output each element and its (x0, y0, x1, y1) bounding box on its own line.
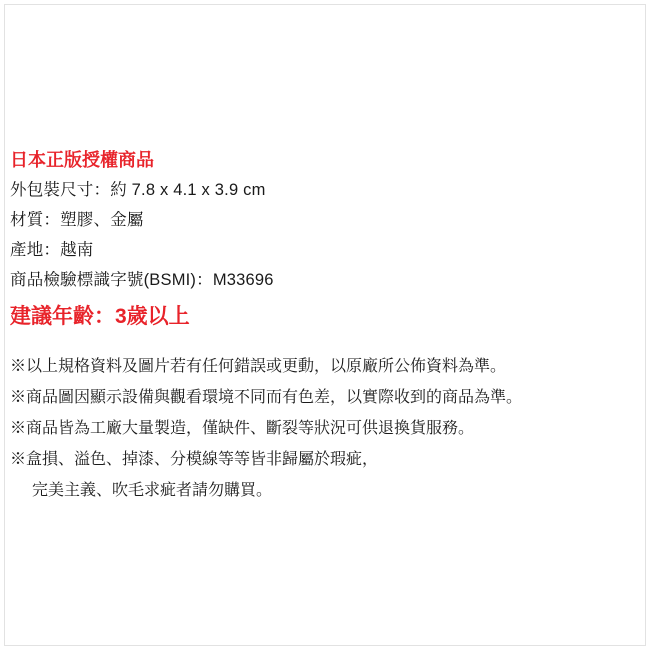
specification-block (10, 145, 640, 335)
licensed-product-heading: 日本正版授權商品 (10, 150, 154, 170)
recommended-age-notice: 建議年齡：3歲以上 (10, 305, 190, 328)
spec-bsmi-number: 商品檢驗標識字號(BSMI)：M33696 (10, 271, 274, 289)
note-defect-policy-continued: 完美主義、吹毛求疵者請勿購買。 (32, 482, 273, 499)
product-specification-content (10, 145, 640, 506)
note-mass-production: ※商品皆為工廠大量製造，僅缺件、斷裂等狀況可供退換貨服務。 (10, 420, 475, 437)
note-defect-policy: ※盒損、溢色、掉漆、分模線等等皆非歸屬於瑕疵， (10, 451, 379, 468)
spec-origin: 產地：越南 (10, 241, 94, 259)
note-color-difference: ※商品圖因顯示設備與觀看環境不同而有色差，以實際收到的商品為準。 (10, 389, 523, 406)
disclaimer-notes (10, 351, 640, 506)
spec-material: 材質：塑膠、金屬 (10, 211, 144, 229)
spec-package-size: 外包裝尺寸：約 7.8 x 4.1 x 3.9 cm (10, 181, 266, 199)
note-specification-accuracy: ※以上規格資料及圖片若有任何錯誤或更動，以原廠所公佈資料為準。 (10, 358, 507, 375)
